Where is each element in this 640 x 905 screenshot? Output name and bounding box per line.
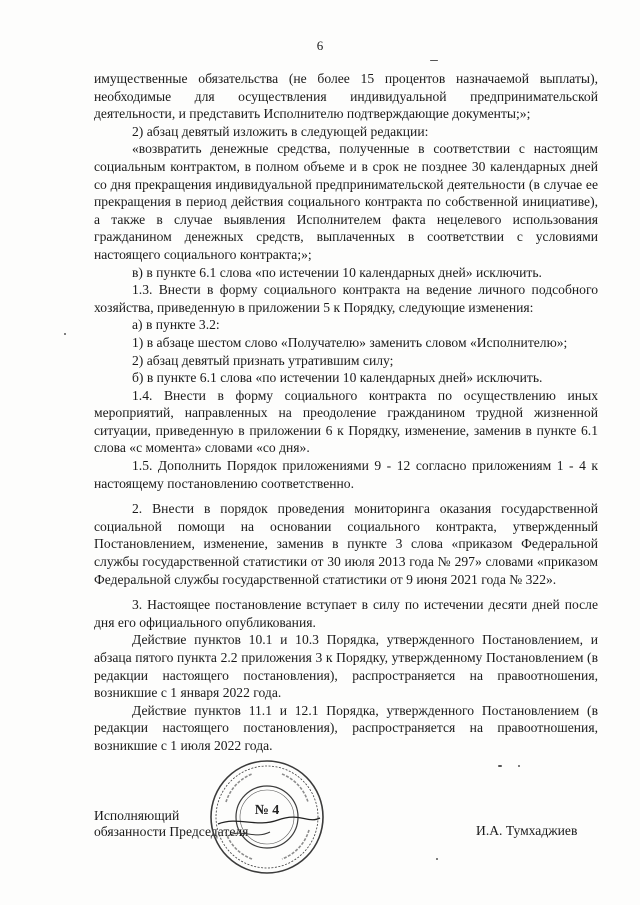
document-body <box>94 70 598 755</box>
paragraph-2: 2. Внести в порядок проведения мониторинга оказания государственной социальной помощи на основании социального контракта, утвержденный Постановлением, изменение, заменив в пункте 3 слова «приказом Федеральной службы государственной статистики от 30 июля 2013 года № 297» словами «приказом Федеральной службы государственной статистики от 9 июня 2021 года № 322». <box>94 501 598 587</box>
paragraph-continuation: имущественные обязательства (не более 15 процентов назначаемой выплаты), необходимые для осуществления индивидуальной предпринимательской деятельности, и представить Исполнителю подтверждающие документы;»; <box>94 71 598 122</box>
scan-mark <box>498 765 502 767</box>
scan-mark <box>430 60 438 61</box>
scan-mark <box>436 858 438 860</box>
paragraph-item-a: а) в пункте 3.2: <box>132 317 220 333</box>
paragraph-item-1: 1) в абзаце шестом слово «Получателю» заменить словом «Исполнителю»; <box>132 334 568 350</box>
official-seal-stamp <box>208 758 326 876</box>
paragraph-item-v: в) в пункте 6.1 слова «по истечении 10 календарных дней» исключить. <box>132 264 542 280</box>
seal-number-text: № 4 <box>254 803 280 818</box>
paragraph-quote: «возвратить денежные средства, полученные в соответствии с настоящим социальным контрактом, в полном объеме и в срок не позднее 30 календарных дней со дня прекращения индивидуальной предпринимательской деятельности (в случае ее прекращения в период действия социального контракта по собственной инициативе), а также в случае выявления Исполнителем факта нецелевого использования гражданином денежных средств, выплаченных в соответствии с условиями настоящего социального контракта;»; <box>94 141 598 262</box>
paragraph-item-2b: 2) абзац девятый признать утратившим силу; <box>132 352 394 368</box>
paragraph-1-4: 1.4. Внести в форму социального контракта по осуществлению иных мероприятий, направленных на преодоление гражданином трудной жизненной ситуации, приведенную в приложении 6 к Порядку, изменение, заменив в пункте 6.1 слова «с момента» словами «со дня». <box>94 387 598 456</box>
paragraph-effect-2: Действие пунктов 11.1 и 12.1 Порядка, утвержденного Постановлением (в редакции настоящего постановления), распространяется на правоотношения, возникшие с 1 июля 2022 года. <box>94 702 598 753</box>
signature-position-line1: Исполняющий <box>94 808 180 823</box>
signature-position-line2: обязанности Председателя <box>94 824 249 839</box>
paragraph-item-2: 2) абзац девятый изложить в следующей редакции: <box>132 123 429 139</box>
paragraph-effect-1: Действие пунктов 10.1 и 10.3 Порядка, утвержденного Постановлением, и абзаца пятого пункта 2.2 приложения 3 к Порядку, утвержденному Постановлением (в редакции настоящего постановления), распространяется на правоотношения, возникшие с 1 января 2022 года. <box>94 632 598 701</box>
paragraph-1-5: 1.5. Дополнить Порядок приложениями 9 - 12 согласно приложениям 1 - 4 к настоящему постановлению соответственно. <box>94 458 598 491</box>
scan-mark <box>64 333 66 335</box>
page-number: 6 <box>316 38 324 53</box>
paragraph-item-b: б) в пункте 6.1 слова «по истечении 10 календарных дней» исключить. <box>132 370 543 386</box>
signatory-name: И.А. Тумхаджиев <box>476 823 578 838</box>
paragraph-1-3: 1.3. Внести в форму социального контракта на ведение личного подсобного хозяйства, приведенную в приложении 5 к Порядку, следующие изменения: <box>94 282 598 315</box>
scan-mark <box>518 765 520 767</box>
paragraph-3: 3. Настоящее постановление вступает в силу по истечении десяти дней после дня его официального опубликования. <box>94 597 598 630</box>
